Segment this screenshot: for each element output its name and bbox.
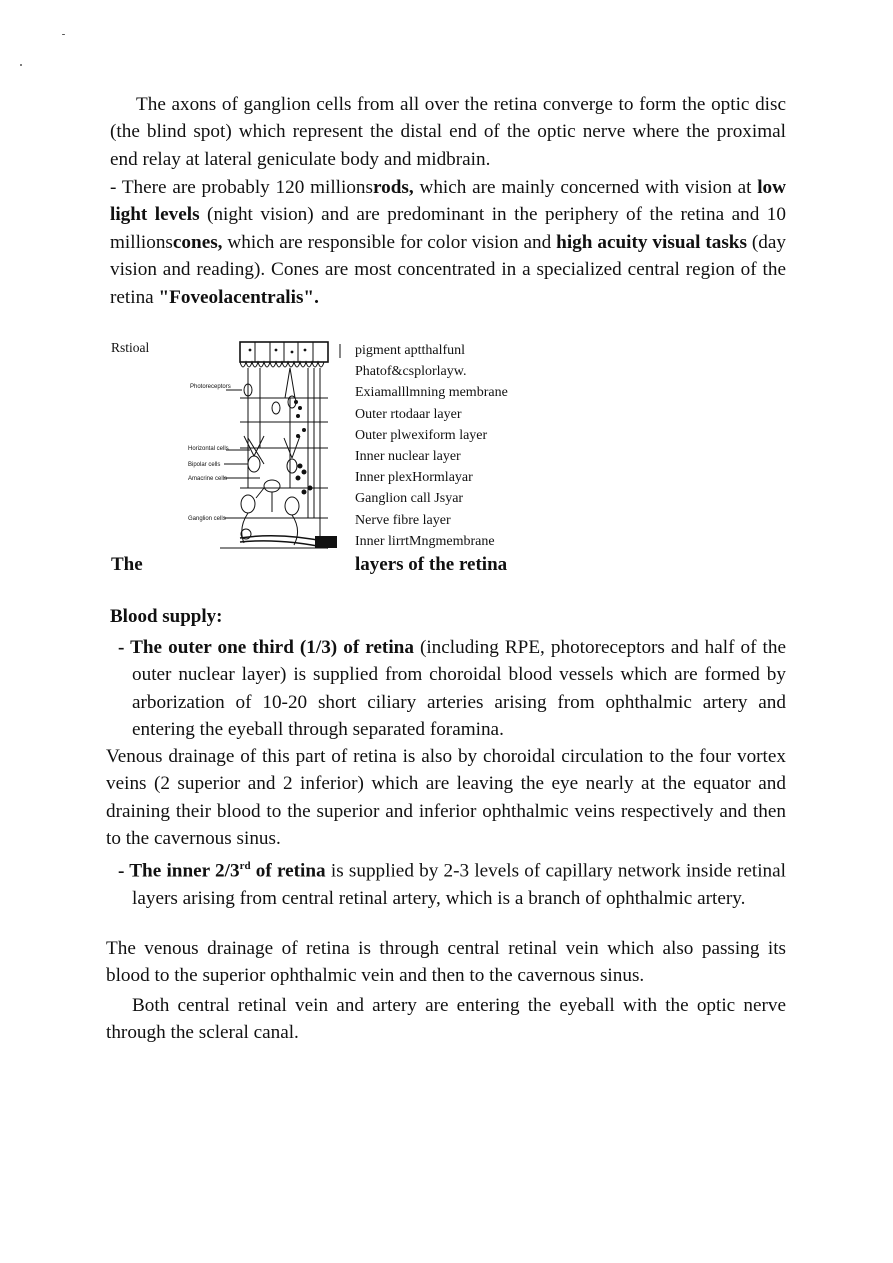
layer-label: Exiamalllmning membrane bbox=[355, 385, 508, 401]
low-light-term: low light levels bbox=[110, 177, 786, 226]
scan-speck bbox=[20, 64, 22, 66]
cell-label-ganglion: Ganglion cells bbox=[188, 516, 226, 522]
inner-retina-paragraph: - The inner 2/3rd of retina is supplied by 2-3 levels of capillary network inside retinal layers arising from central retinal artery, which is a branch of ophthalmic artery. bbox=[118, 860, 786, 909]
cell-label-bipolar: Bipolar cells bbox=[188, 462, 221, 468]
layer-label: Outer plwexiform layer bbox=[355, 427, 488, 443]
layer-label: pigment aptthalfunl bbox=[355, 343, 466, 358]
figure-left-label: Rstioal bbox=[111, 340, 150, 355]
retina-layers-diagram bbox=[180, 338, 346, 566]
layer-label: Outer rtodaar layer bbox=[355, 406, 462, 422]
rods-term: rods, bbox=[372, 177, 414, 198]
layer-label: Nerve fibre layer bbox=[355, 512, 451, 528]
venous-drainage-paragraph: Venous drainage of this part of retina is also by choroidal circulation to the four vortex veins (2 superior and 2 inferior) which are leaving the eye nearly at the equator and draining their blood to the superior and inferior ophthalmic veins respectively and then to the cavernous sinus. bbox=[106, 746, 786, 850]
scan-speck bbox=[62, 34, 65, 35]
layer-label: Phatof&csplorlayw. bbox=[355, 364, 467, 380]
photoreceptor-paragraph: - There are probably 120 millionsrods, which are mainly concerned with vision at low light levels (night vision) and are predominant in the periphery of the retina and 10 millionscones, which are responsible for color vision and high acuity visual tasks (day vision and reading). Cones are most concentrated in a specialized central region of the retina "Foveolacentralis". bbox=[110, 177, 786, 308]
layer-label: Inner nuclear layer bbox=[355, 449, 461, 465]
cell-label-horizontal: Horizontal cells bbox=[188, 446, 229, 452]
layer-label: Inner plexHormlayar bbox=[355, 470, 473, 486]
fovea-term: "Foveolacentralis". bbox=[158, 286, 319, 308]
blood-supply-heading: Blood supply: bbox=[110, 606, 223, 627]
cones-term: cones, bbox=[172, 231, 223, 253]
layer-label: Ganglion call Jsyar bbox=[355, 491, 464, 507]
cell-label-photoreceptors: Photoreceptors bbox=[190, 384, 231, 390]
intro-paragraph: The axons of ganglion cells from all over the retina converge to form the optic disc (the blind spot) which represent the distal end of the optic nerve where the proximal end relay at lateral geniculate body and midbrain. bbox=[110, 94, 786, 170]
high-acuity-term: high acuity visual tasks bbox=[556, 231, 747, 253]
scleral-canal-paragraph: Both central retinal vein and artery are entering the eyeball with the optic nerve through the scleral canal. bbox=[106, 995, 786, 1044]
retinal-vein-paragraph: The venous drainage of retina is through central retinal vein which also passing its blood to the superior ophthalmic vein and then to the cavernous sinus. bbox=[106, 938, 786, 987]
figure-caption-right: layers of the retina bbox=[355, 554, 508, 575]
retina-layer-list bbox=[355, 340, 508, 552]
figure-caption-left: The bbox=[111, 554, 143, 575]
layer-label: Inner lirrtMngmembrane bbox=[355, 533, 495, 549]
outer-retina-paragraph: - The outer one third (1/3) of retina (including RPE, photoreceptors and half of the outer nuclear layer) is supplied from choroidal blood vessels which are formed by arborization of 10-20 short ciliary arteries arising from ophthalmic artery and entering the eyeball through separated foramina. bbox=[118, 637, 786, 741]
cell-label-amacrine: Amacrine cells bbox=[188, 476, 228, 482]
